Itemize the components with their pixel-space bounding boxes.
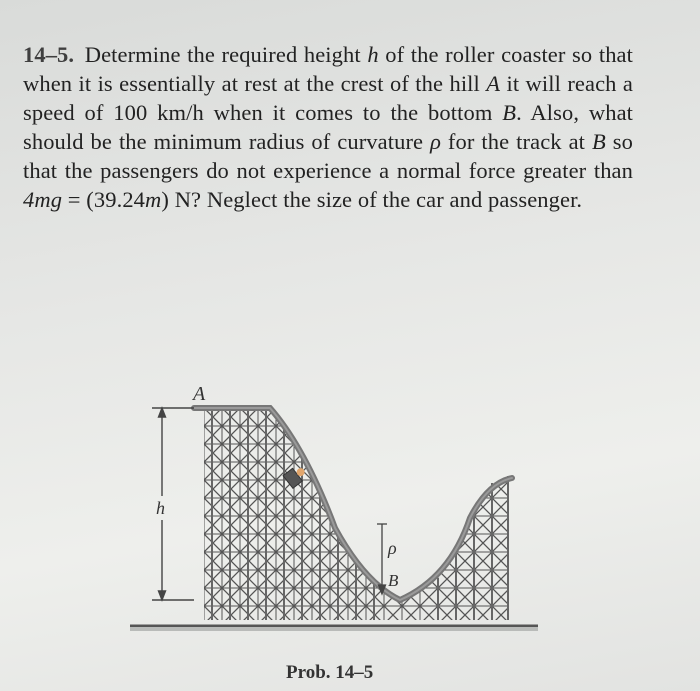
var-A: A xyxy=(486,70,501,96)
var-B: B xyxy=(502,99,517,125)
figure-caption: Prob. 14–5 xyxy=(286,662,374,683)
problem-text-2: of the roller coaster so that when it is essentially at rest at the crest of the hill xyxy=(23,41,633,96)
label-B: B xyxy=(388,571,399,590)
expr-4mg: 4mg xyxy=(23,186,63,212)
ground xyxy=(130,626,538,631)
problem-statement xyxy=(23,40,633,214)
problem-text-6: so that the passengers do not experience a normal force greater than xyxy=(23,128,633,183)
label-h: h xyxy=(156,498,165,518)
problem-text-4: . Also, what should be the minimum radius of curvature xyxy=(23,99,634,154)
problem-text-1: Determine the required height xyxy=(84,41,368,67)
problem-text-8: ) N? Neglect the size of the car and passenger. xyxy=(161,186,583,212)
label-rho: ρ xyxy=(388,538,397,558)
problem-number: 14–5. xyxy=(23,41,75,67)
var-m: m xyxy=(145,186,162,212)
var-rho: ρ xyxy=(430,128,441,154)
problem-text-3: it will reach a speed of 100 km/h when it comes to the bottom xyxy=(23,70,633,125)
problem-text-7: = (39.24 xyxy=(62,186,146,212)
var-h: h xyxy=(367,41,379,67)
label-A: A xyxy=(193,383,206,405)
problem-text-5: for the track at xyxy=(440,128,592,154)
roller-coaster-figure xyxy=(120,378,550,648)
var-B-2: B xyxy=(591,128,606,154)
